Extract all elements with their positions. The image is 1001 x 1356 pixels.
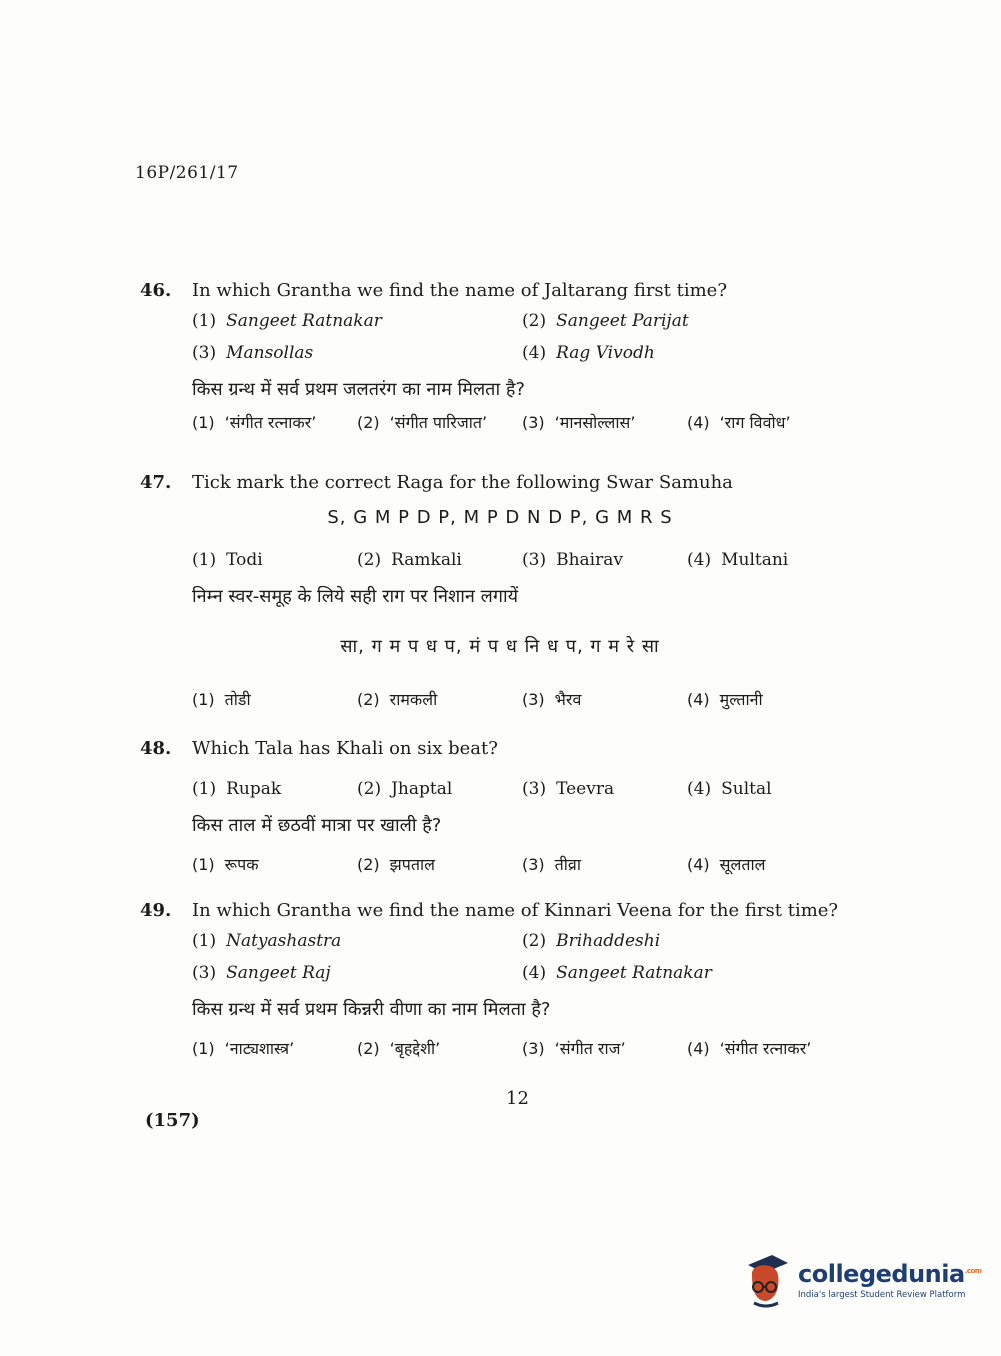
option-hi-1: (1) तोडी xyxy=(192,690,251,709)
question-number: 47. xyxy=(140,472,172,493)
option-en-3: (3) Mansollas xyxy=(192,343,314,363)
question-48 xyxy=(140,738,860,875)
option-en-1: (1) Rupak xyxy=(192,779,282,799)
option-en-1: (1) Natyashastra xyxy=(192,931,342,951)
paper-code: 16P/261/17 xyxy=(135,163,239,183)
swar-samuha-hi: सा, ग म प ध प, मं प ध नि ध प, ग म रे सा xyxy=(340,636,660,657)
question-text-en: Which Tala has Khali on six beat? xyxy=(192,738,498,759)
option-hi-4: (4) ‘राग विवोध’ xyxy=(687,413,791,432)
option-en-3: (3) Teevra xyxy=(522,779,615,799)
option-en-4: (4) Multani xyxy=(687,550,789,570)
question-49 xyxy=(140,900,880,1059)
swar-samuha-en: S, G M P D P, M P D N D P, G M R S xyxy=(327,507,673,528)
option-hi-2: (2) ‘संगीत पारिजात’ xyxy=(357,413,488,432)
option-en-4: (4) Sultal xyxy=(687,779,772,799)
question-text-en: Tick mark the correct Raga for the following Swar Samuha xyxy=(192,472,733,493)
booklet-code: (157) xyxy=(145,1110,200,1131)
option-hi-2: (2) झपताल xyxy=(357,855,435,874)
option-en-3: (3) Bhairav xyxy=(522,550,623,570)
question-text-en: In which Grantha we find the name of Jaltarang first time? xyxy=(192,280,727,301)
option-hi-3: (3) तीव्रा xyxy=(522,855,581,874)
option-hi-4: (4) सूलताल xyxy=(687,855,766,874)
option-en-2: (2) Ramkali xyxy=(357,550,462,570)
question-text-hi: किस ताल में छठवीं मात्रा पर खाली है? xyxy=(192,815,442,836)
question-text-hi: निम्न स्वर-समूह के लिये सही राग पर निशान लगायें xyxy=(192,586,519,607)
option-en-1: (1) Todi xyxy=(192,550,263,570)
mascot-logo-icon xyxy=(742,1253,792,1308)
option-en-4: (4) Sangeet Ratnakar xyxy=(522,963,712,983)
option-en-2: (2) Sangeet Parijat xyxy=(522,311,689,331)
option-en-2: (2) Jhaptal xyxy=(357,779,453,799)
question-46 xyxy=(140,280,860,433)
question-number: 46. xyxy=(140,280,172,301)
option-hi-2: (2) रामकली xyxy=(357,690,438,709)
option-hi-3: (3) भैरव xyxy=(522,690,582,709)
option-en-2: (2) Brihaddeshi xyxy=(522,931,661,951)
option-hi-1: (1) ‘संगीत रत्नाकर’ xyxy=(192,413,317,432)
brand-tagline: India's largest Student Review Platform xyxy=(798,1290,966,1300)
option-hi-3: (3) ‘मानसोल्लास’ xyxy=(522,413,636,432)
option-en-3: (3) Sangeet Raj xyxy=(192,963,331,983)
option-hi-4: (4) मुल्तानी xyxy=(687,690,763,709)
question-text-en: In which Grantha we find the name of Kinnari Veena for the first time? xyxy=(192,900,839,921)
page-number: 12 xyxy=(506,1088,529,1109)
question-text-hi: किस ग्रन्थ में सर्व प्रथम जलतरंग का नाम मिलता है? xyxy=(192,379,525,400)
question-number: 48. xyxy=(140,738,172,759)
collegedunia-watermark xyxy=(742,1250,982,1310)
question-number: 49. xyxy=(140,900,172,921)
brand-name: collegedunia$^{.com}$ xyxy=(798,1260,982,1288)
option-hi-4: (4) ‘संगीत रत्नाकर’ xyxy=(687,1039,812,1058)
option-hi-3: (3) ‘संगीत राज’ xyxy=(522,1039,626,1058)
option-en-4: (4) Rag Vivodh xyxy=(522,343,655,363)
question-text-hi: किस ग्रन्थ में सर्व प्रथम किन्नरी वीणा का नाम मिलता है? xyxy=(192,999,551,1020)
option-hi-1: (1) रूपक xyxy=(192,855,259,874)
question-47 xyxy=(140,472,860,710)
option-hi-1: (1) ‘नाट्यशास्त्र’ xyxy=(192,1039,295,1058)
option-en-1: (1) Sangeet Ratnakar xyxy=(192,311,382,331)
option-hi-2: (2) ‘बृहद्देशी’ xyxy=(357,1039,441,1058)
